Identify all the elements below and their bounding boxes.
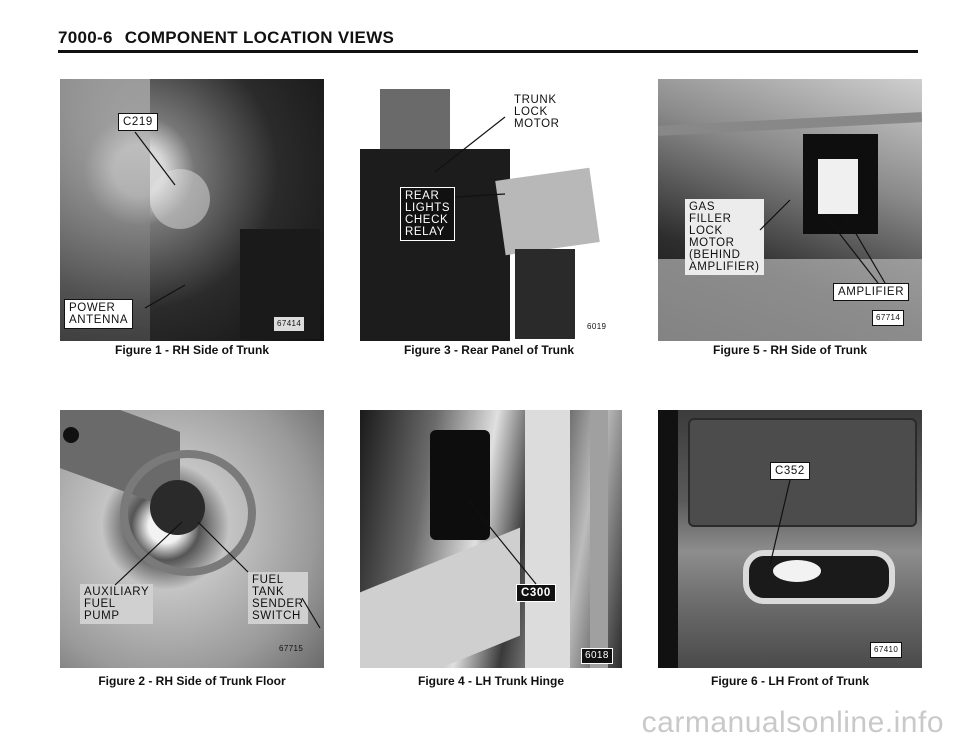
- trunk-lock-motor-label: TRUNK LOCK MOTOR: [514, 94, 560, 130]
- amplifier-label: AMPLIFIER: [833, 283, 909, 301]
- figure-1-photo-number: 67414: [274, 317, 304, 331]
- header-rule: [58, 50, 918, 53]
- figure-3-caption: Figure 3 - Rear Panel of Trunk: [403, 343, 575, 357]
- c300-label: C300: [516, 584, 556, 602]
- figure-4-photo-number: 6018: [581, 648, 613, 664]
- figure-6-caption: Figure 6 - LH Front of Trunk: [711, 674, 869, 688]
- c352-label: C352: [770, 462, 810, 480]
- figure-3-photo-number: 6019: [587, 322, 607, 331]
- rear-lights-check-relay-label: REAR LIGHTS CHECK RELAY: [400, 187, 455, 241]
- watermark: carmanualsonline.info: [641, 706, 944, 739]
- figure-2-photo-number: 67715: [279, 644, 304, 653]
- figure-3-photo: [360, 79, 618, 341]
- auxiliary-fuel-pump-label: AUXILIARY FUEL PUMP: [80, 584, 153, 624]
- figure-2-photo: [60, 410, 324, 668]
- section-code: 7000-6: [58, 28, 113, 47]
- figure-1-photo: [60, 79, 324, 341]
- figure-4-photo: [360, 410, 622, 668]
- fuel-tank-sender-switch-label: FUEL TANK SENDER SWITCH: [248, 572, 308, 624]
- figure-5-caption: Figure 5 - RH Side of Trunk: [712, 343, 867, 357]
- page-header: [58, 28, 394, 48]
- figure-1-caption: Figure 1 - RH Side of Trunk: [114, 343, 269, 357]
- figure-6-photo-number: 67410: [870, 642, 902, 658]
- gas-filler-lock-motor-label: GAS FILLER LOCK MOTOR (BEHIND AMPLIFIER): [685, 199, 764, 275]
- figure-2-caption: Figure 2 - RH Side of Trunk Floor: [98, 674, 286, 688]
- power-antenna-label: POWER ANTENNA: [64, 299, 133, 329]
- figure-4-caption: Figure 4 - LH Trunk Hinge: [417, 674, 564, 688]
- c219-label: C219: [118, 113, 158, 131]
- figure-5-photo: [658, 79, 922, 341]
- page-title: COMPONENT LOCATION VIEWS: [124, 28, 395, 47]
- figure-6-photo: [658, 410, 922, 668]
- figure-5-photo-number: 67714: [872, 310, 904, 326]
